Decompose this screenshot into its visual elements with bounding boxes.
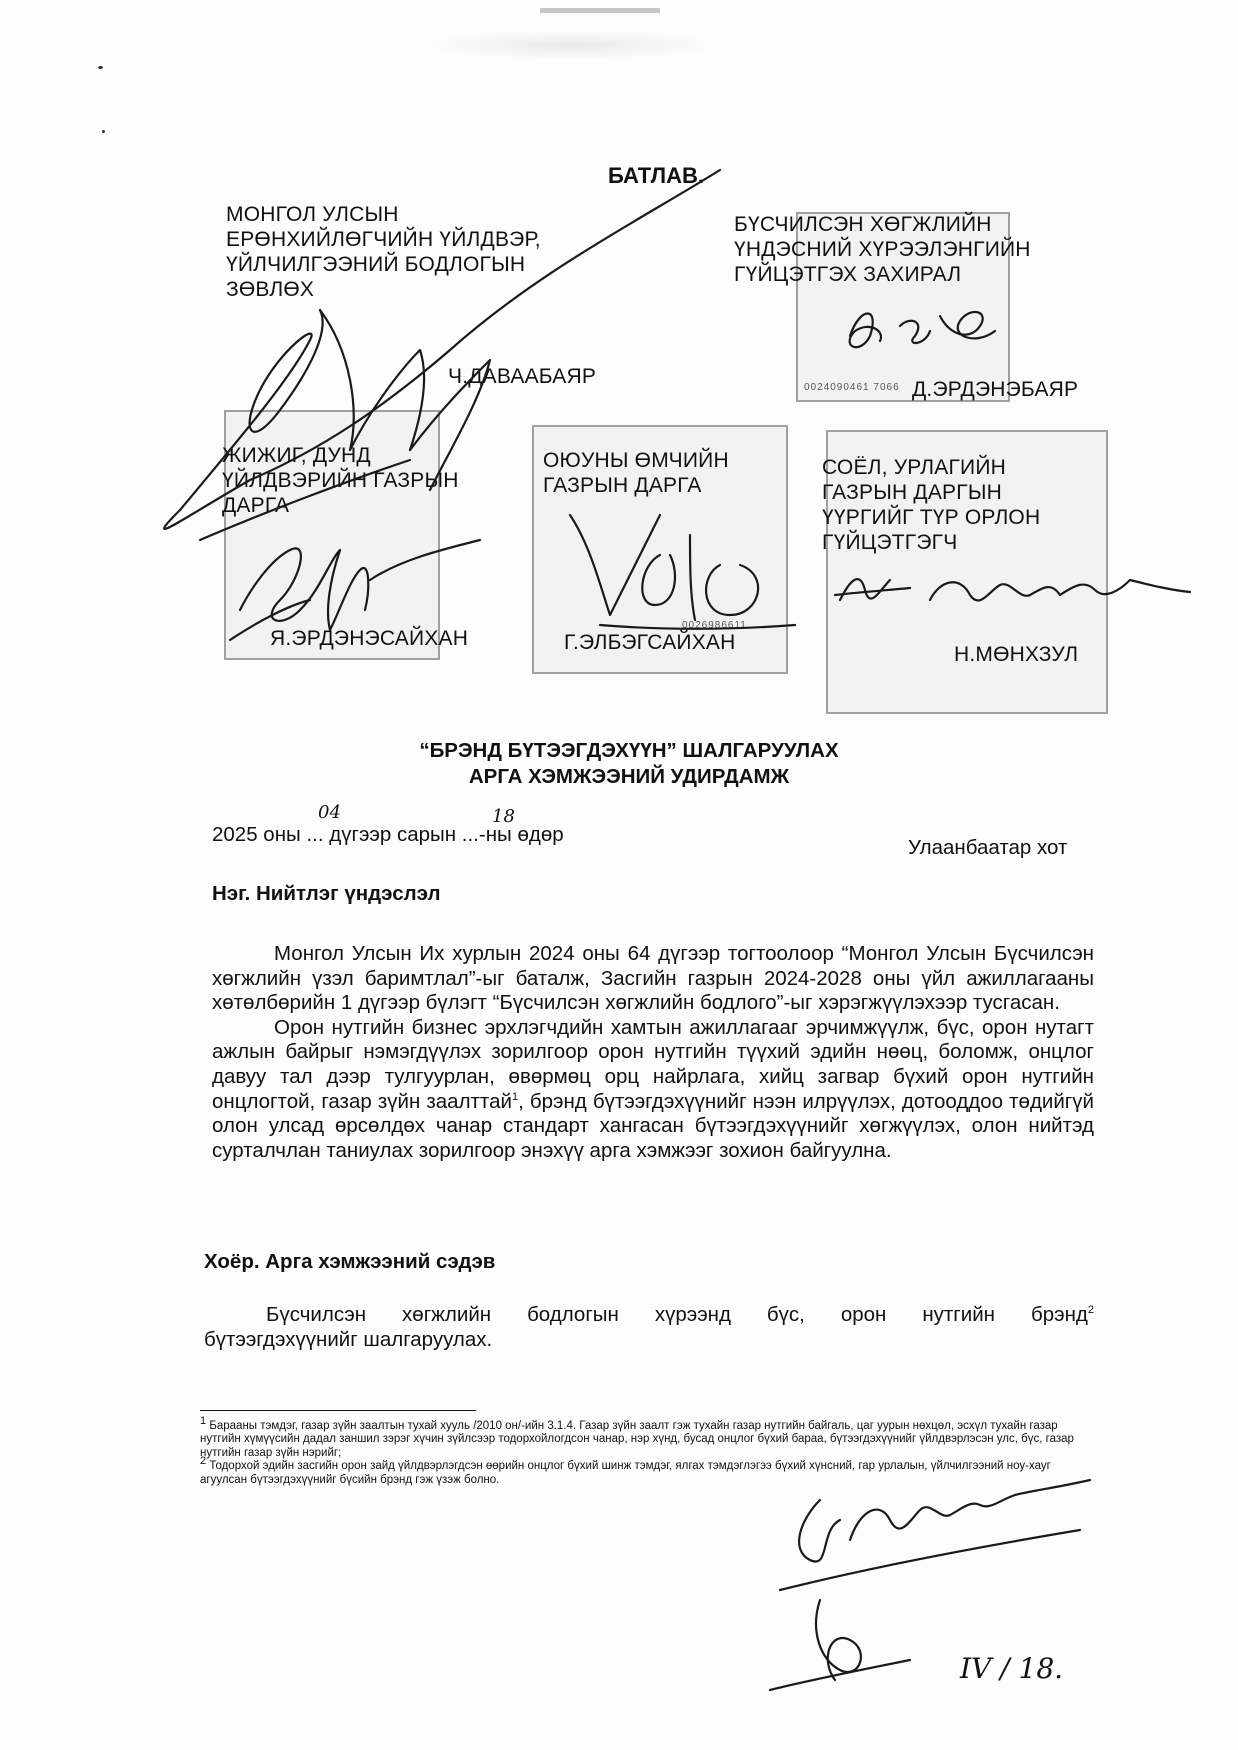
signatory-bottom-right-title xyxy=(822,455,1084,555)
title-line: ҮЙЛЧИЛГЭЭНИЙ БОДЛОГЫН xyxy=(226,253,526,276)
scan-speck xyxy=(98,66,103,69)
date-month-text: дүгээр сарын xyxy=(323,823,457,846)
date-day-suffix: -ны өдөр xyxy=(478,823,564,846)
footnote-number: 2 xyxy=(200,1455,207,1468)
handwritten-month: 04 xyxy=(318,802,341,823)
approval-label: БАТЛАВ. xyxy=(608,163,704,188)
signature-erdenebayar xyxy=(830,296,1010,366)
footnote-text: Тодорхой эдийн засгийн орон зайд үйлдвэрлэгдсэн өөрийн онцлог бүхий шинж тэмдэг, ялгах тэмдэглэгээ бүхий хүнсний, гар урлалын, үйлчилгээний ноу-хауг агуулсан бүтээгдэхүүнийг бүсийн брэнд гэж үзэж болно. xyxy=(200,1460,1051,1486)
date-day-blank: ... xyxy=(461,823,479,846)
signatory-right-top-name: Д.ЭРДЭНЭБАЯР xyxy=(912,378,1079,401)
title-line: СОЁЛ, УРЛАГИЙН xyxy=(822,456,1006,479)
title-line: ҮҮРГИЙГ ТҮР ОРЛОН xyxy=(822,506,1041,529)
signature-initials xyxy=(760,1590,920,1710)
signatory-right-top-title xyxy=(734,212,1031,287)
signatory-left-top-name: Ч.ДАВААБАЯР xyxy=(448,365,597,388)
document-place: Улаанбаатар хот xyxy=(908,836,1068,859)
signature-elbegsaikhan xyxy=(560,495,800,645)
paragraph xyxy=(212,1016,1094,1164)
paragraph-text: Орон нутгийн бизнес эрхлэгчдийн хамтын ажиллагааг эрчимжүүлж, бүс, орон нутагт ажлын байрыг нэмэгдүүлэх зорилгоор орон нутгийн түүхий эдийн нөөц, боломж, онцлог давуу тал дээр тулгуурлан, өвөрмөц орц найрлага, хийц загвар бүхий орон нутгийн онцлогтой, газар зүйн заалттай xyxy=(212,1015,1094,1113)
stamp-number: 0024090461 7066 xyxy=(804,382,900,393)
signatory-bottom-right-name: Н.МӨНХЗУЛ xyxy=(954,643,1079,666)
paragraph-text: Бүсчилсэн хөгжлийн бодлогын хүрээнд бүс, орон нутгийн брэнд xyxy=(266,1303,1088,1326)
title-line: ГҮЙЦЭТГЭГЧ xyxy=(822,531,958,554)
section-body xyxy=(212,942,1094,1163)
title-line: ЖИЖИГ, ДУНД xyxy=(222,444,371,467)
date-month-blank: ... xyxy=(306,823,324,846)
title-line: ГАЗРЫН ДАРГА xyxy=(543,474,702,497)
paragraph xyxy=(204,1303,1094,1328)
title-line: ДАРГА xyxy=(222,494,290,517)
title-line: ГҮЙЦЭТГЭХ ЗАХИРАЛ xyxy=(734,263,962,286)
handwritten-day: 18 xyxy=(492,806,515,827)
scan-speck xyxy=(102,130,105,133)
title-line: ҮЙЛДВЭРИЙН ГАЗРЫН xyxy=(222,469,459,492)
date-year: 2025 оны xyxy=(212,823,301,846)
footnote-number: 1 xyxy=(200,1415,207,1428)
stamp-number: 0026986611 xyxy=(682,620,747,631)
footnote xyxy=(200,1415,1090,1460)
section-body xyxy=(204,1303,1094,1352)
footnote-text: Барааны тэмдэг, газар зүйн заалтын тухай хууль /2010 он/-ийн 3.1.4. Газар зүйн заалт гэж тухайн газар нутгийн байгаль, цаг уурын нөхцөл, эсхүл тухайн газар нутгийн хүмүүсийн дадал заншил зэрэг хүчин зүйлсээр тодорхойлогдсон чанар, нэр хүнд, бусад онцлог бүхий бараа, бүтээгдэхүүнийг үйлдвэрлэсэн улс, бүс, газар нутгийн газар зүйн нэрийг; xyxy=(200,1420,1074,1459)
paragraph: бүтээгдэхүүнийг шалгаруулах. xyxy=(204,1327,493,1351)
signature-monkhzul xyxy=(820,550,1200,630)
signatory-bottom-middle-name: Г.ЭЛБЭГСАЙХАН xyxy=(564,631,736,654)
title-line: ЕРӨНХИЙЛӨГЧИЙН ҮЙЛДВЭР, xyxy=(226,228,541,251)
section-heading: Нэг. Нийтлэг үндэслэл xyxy=(212,882,441,905)
title-line: ОЮУНЫ ӨМЧИЙН xyxy=(543,449,729,472)
document-title xyxy=(0,738,1238,790)
scan-smudge-top xyxy=(540,8,660,13)
paragraph: Монгол Улсын Их хурлын 2024 оны 64 дүгээр тогтоолоор “Монгол Улсын Бүсчилсэн хөгжлийн үзэл баримтлал”-ыг баталж, Засгийн газрын 2024-2028 оны үйл ажиллагааны хөтөлбөрийн 1 дүгээр бүлэгт “Бүсчилсэн хөгжлийн бодлого”-ыг хэрэгжүүлэхээр тусгасан. xyxy=(212,942,1094,1015)
title-line: БҮСЧИЛСЭН ХӨГЖЛИЙН xyxy=(734,213,992,236)
footnote-separator xyxy=(200,1410,476,1411)
paragraph-text: , брэнд бүтээгдэхүүнийг нээн илрүүлэх, дотооддоо төдийгүй олон улсад өрсөлдөх чанар стандарт хангасан бүтээгдэхүүнийг хөгжүүлэх, олон нийтэд сурталчлан таниулах зорилгоор энэхүү арга хэмжээг зохион байгуулна. xyxy=(212,1089,1094,1162)
signature-erdenesaikhan xyxy=(220,520,500,650)
document-title-line2: АРГА ХЭМЖЭЭНИЙ УДИРДАМЖ xyxy=(468,765,790,788)
title-line: ҮНДЭСНИЙ ХҮРЭЭЛЭНГИЙН xyxy=(734,238,1031,261)
title-line: ГАЗРЫН ДАРГЫН xyxy=(822,481,1002,504)
title-line: МОНГОЛ УЛСЫН xyxy=(226,203,399,226)
document-title-line1: “БРЭНД БҮТЭЭГДЭХҮҮН” ШАЛГАРУУЛАХ xyxy=(419,739,839,762)
footnote-ref: 1 xyxy=(511,1090,519,1103)
handwritten-date: IV / 18. xyxy=(960,1652,1064,1685)
title-line: ЗӨВЛӨХ xyxy=(226,278,315,301)
scan-noise-top xyxy=(420,30,720,60)
footnote-ref: 2 xyxy=(1087,1304,1094,1317)
signatory-bottom-left-name: Я.ЭРДЭНЭСАЙХАН xyxy=(270,627,469,650)
section-heading: Хоёр. Арга хэмжээний сэдэв xyxy=(204,1250,496,1273)
